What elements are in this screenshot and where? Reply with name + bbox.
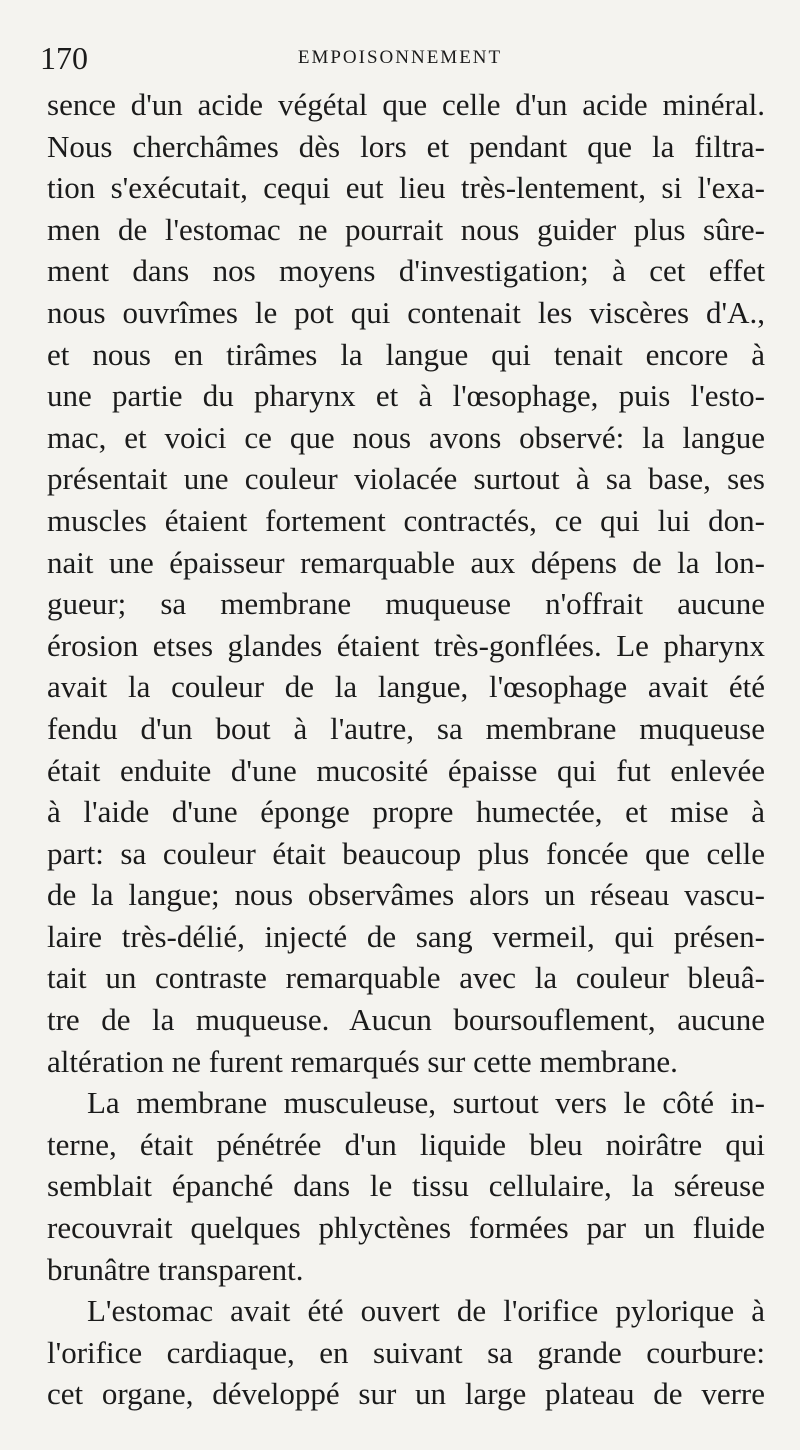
text-line: Nous cherchâmes dès lors et pendant que la filtra- (47, 128, 765, 164)
text-line: La membrane musculeuse, surtout vers le côté in- (87, 1085, 765, 1121)
text-line: L'estomac avait été ouvert de l'orifice pylorique à (87, 1293, 765, 1329)
text-line: gueur; sa membrane muqueuse n'offrait aucune (47, 586, 765, 622)
text-line: présentait une couleur violacée surtout à sa base, ses (47, 461, 765, 497)
text-line: laire très-délié, injecté de sang vermeil, qui présen- (47, 918, 765, 954)
text-line: nait une épaisseur remarquable aux dépens de la lon- (47, 544, 765, 580)
text-line: recouvrait quelques phlyctènes formées par un fluide (47, 1210, 765, 1246)
running-title: EMPOISONNEMENT (297, 47, 503, 68)
text-line: à l'aide d'une éponge propre humectée, et mise à (47, 794, 765, 830)
text-line: de la langue; nous observâmes alors un réseau vascu- (47, 877, 765, 913)
page-number: 170 (40, 40, 88, 76)
body-text (47, 84, 765, 1415)
text-line: était enduite d'une mucosité épaisse qui fut enlevée (47, 752, 765, 788)
text-line: mac, et voici ce que nous avons observé: la langue (47, 419, 765, 455)
text-line: muscles étaient fortement contractés, ce qui lui don- (47, 502, 765, 538)
text-line: semblait épanché dans le tissu cellulaire, la séreuse (47, 1168, 765, 1204)
text-line: cet organe, développé sur un large plateau de verre (47, 1376, 765, 1412)
text-line: sence d'un acide végétal que celle d'un acide minéral. (47, 87, 765, 122)
text-line: terne, était pénétrée d'un liquide bleu noirâtre qui (47, 1126, 765, 1162)
text-line: l'orifice cardiaque, en suivant sa grande courbure: (47, 1334, 765, 1370)
text-line: et nous en tirâmes la langue qui tenait encore à (47, 336, 765, 372)
text-line: tion s'exécutait, cequi eut lieu très-lentement, si l'exa- (47, 170, 765, 206)
text-line: érosion etses glandes étaient très-gonflées. Le pharynx (47, 627, 765, 663)
text-line: nous ouvrîmes le pot qui contenait les viscères d'A., (47, 294, 765, 330)
text-line: une partie du pharynx et à l'œsophage, puis l'esto- (47, 378, 765, 414)
text-line: tre de la muqueuse. Aucun boursouflement, aucune (47, 1002, 765, 1038)
text-line: altération ne furent remarqués sur cette membrane. (47, 1043, 678, 1079)
text-line: brunâtre transparent. (47, 1251, 304, 1287)
text-line: men de l'estomac ne pourrait nous guider plus sûre- (47, 211, 765, 247)
text-line: fendu d'un bout à l'autre, sa membrane muqueuse (47, 710, 765, 746)
text-line: part: sa couleur était beaucoup plus foncée que celle (47, 835, 765, 871)
text-line: ment dans nos moyens d'investigation; à cet effet (47, 253, 765, 289)
text-line: avait la couleur de la langue, l'œsophage avait été (47, 669, 765, 705)
page-header (40, 38, 760, 78)
text-line: tait un contraste remarquable avec la couleur bleuâ- (47, 960, 765, 996)
